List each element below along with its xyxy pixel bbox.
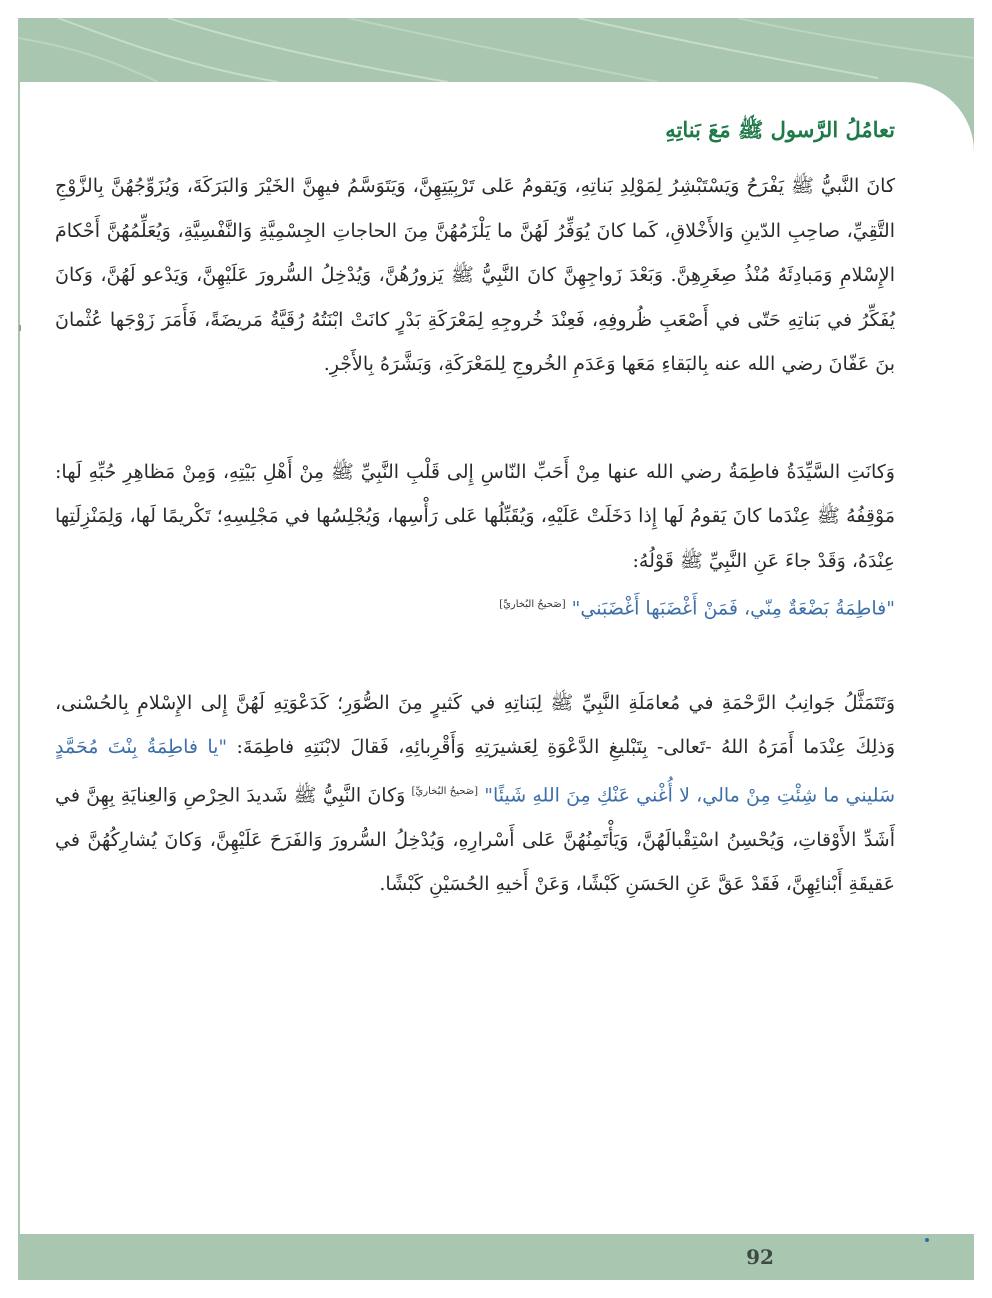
hadith-source-1: [صَحيحُ البُخاريِّ] — [499, 599, 566, 610]
paragraph-3-text-after: وَكانَ النَّبِيُّ ﷺ شَديدَ الحِرْصِ وَالعِنايَةِ بِهِنَّ في أَشَدِّ الأَوْقاتِ، وَيُحْسِنُ اسْتِقْبالَهُنَّ، وَيَأْتَمِنُهُنَّ عَلى أَسْرارِهِ، وَيُدْخِلُ السُّرورَ وَالفَرَحَ عَلَيْهِنَّ، وَكانَ يُشارِكُهُنَّ في عَقيقَةِ أَبْنائِهِنَّ، فَقَدْ عَقَّ عَنِ الحَسَنِ كَبْشًا، وَعَنْ أَخيهِ الحُسَيْنِ كَبْشًا. — [55, 784, 895, 896]
hadith-quote-1: "فاطِمَةُ بَضْعَةٌ مِنّي، فَمَنْ أَغْضَبَها أَغْضَبَني" — [571, 597, 895, 620]
paragraph-1: كانَ النَّبيُّ ﷺ يَفْرَحُ وَيَسْتَبْشِرُ لِمَوْلِدِ بَناتِهِ، وَيَقومُ عَلى تَرْبِيَتِهِنَّ، وَيَتَوَسَّمُ فيهِنَّ الخَيْرَ وَالبَرَكَةَ، وَيُزَوِّجُهُنَّ بِالزَّوْجِ التَّقِيِّ، صاحِبِ الدّينِ وَالأَخْلاقِ، كَما كانَ يُوَفِّرُ لَهُنَّ ما يَلْزَمُهُنَّ مِنَ الحاجاتِ الجِسْمِيَّةِ وَالنَّفْسِيَّةِ، وَيُعَلِّمُهُنَّ أَحْكامَ الإِسْلامِ وَمَبادِئَهُ مُنْذُ صِغَرِهِنَّ. وَبَعْدَ زَواجِهِنَّ كانَ النَّبِيُّ ﷺ يَزورُهُنَّ، وَيُدْخِلُ السُّرورَ عَلَيْهِنَّ، وَيَدْعو لَهُنَّ، وَكانَ يُفَكِّرُ في بَناتِهِ حَتّى في أَصْعَبِ ظُروفِهِ، فَعِنْدَ خُروجِهِ لِمَعْرَكَةِ بَدْرٍ كانَتْ ابْنَتُهُ رُقَيَّةُ مَريضَةً، فَأَمَرَ زَوْجَها عُثْمانَ بنَ عَفّانَ رضي الله عنه بِالبَقاءِ مَعَها وَعَدَمِ الخُروجِ لِلمَعْرَكَةِ، وَبَشَّرَهُ بِالأَجْرِ. — [55, 175, 895, 375]
page-content — [55, 110, 895, 907]
hadith-quote-2: "يا فاطِمَةُ بِنْتَ مُحَمَّدٍ سَليني ما شِئْتِ مِنْ مالي، لا أُغْني عَنْكِ مِنَ اللهِ شَيئًا" — [55, 736, 896, 807]
section-heading: تعامُلُ الرَّسول ﷺ مَعَ بَناتِهِ — [665, 117, 895, 142]
margin-mark — [19, 325, 21, 331]
paragraph-2-text: وَكانَتِ السَّيِّدَةُ فاطِمَةُ رضي الله عنها مِنْ أَحَبِّ النّاسِ إِلى قَلْبِ النَّبِيِّ ﷺ مِنْ أَهْلِ بَيْتِهِ، وَمِنْ مَظاهِرِ حُبِّهِ لَها: مَوْقِفُهُ ﷺ عِنْدَما كانَ يَقومُ لَها إِذا دَخَلَتْ عَلَيْهِ، وَيُقَبِّلُها عَلى رَأْسِها، وَيُجْلِسُها في مَجْلِسِهِ؛ تَكْريمًا لَها، وَلِمَنْزِلَتِها عِنْدَهُ، وَقَدْ جاءَ عَنِ النَّبِيِّ ﷺ قَوْلُهُ: — [55, 460, 895, 572]
page-number: 92 — [746, 1245, 774, 1269]
paragraph-3 — [55, 681, 895, 907]
hadith-source-2: [صَحيحُ البُخاريِّ] — [411, 785, 479, 797]
decorative-dot — [925, 1238, 929, 1242]
paragraph-2 — [55, 450, 895, 631]
paragraph-3-text-before: وَتَتَمَثَّلُ جَوانِبُ الرَّحْمَةِ في مُعامَلَةِ النَّبِيِّ ﷺ لِبَناتِهِ في كَثيرٍ مِنَ الصُّوَرِ؛ كَدَعْوَتِهِ لَهُنَّ إِلى الإِسْلامِ بِالحُسْنى، وَذلِكَ عِنْدَما أَمَرَهُ اللهُ -تَعالى- بِتَبْليغِ الدَّعْوَةِ لِعَشيرَتِهِ وَأَقْرِبائِهِ، فَقالَ لابْنَتِهِ فاطِمَةَ: — [55, 691, 895, 759]
